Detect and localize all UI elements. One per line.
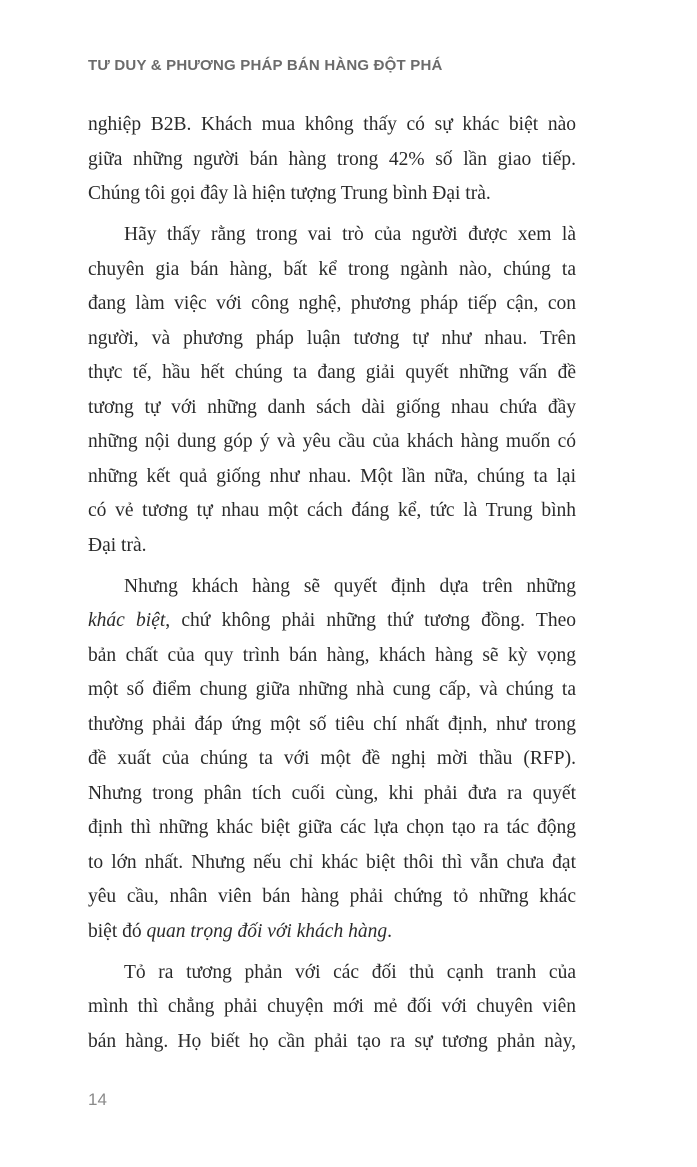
page-number: 14 [88, 1090, 107, 1109]
text-run: một số điểm chung giữa những nhà cung cấp, và chúng ta [88, 679, 576, 700]
body-text [88, 108, 576, 1066]
text-run: bán hàng. Họ biết họ cần phải tạo ra sự tương phản này, [88, 1030, 576, 1052]
text-run: Chúng tôi gọi đây là hiện tượng Trung bình Đại trà. [88, 183, 491, 204]
paragraph [88, 956, 576, 1060]
text-run: người, và phương pháp luận tương tự như nhau. Trên [88, 327, 576, 349]
text-run: biệt đó [88, 920, 147, 942]
text-line [88, 460, 576, 495]
text-line [88, 253, 576, 288]
text-run: đề xuất của chúng ta với một đề nghị mời thầu (RFP). [88, 748, 576, 769]
text-run: những nội dung góp ý và yêu cầu của khách hàng muốn có [88, 431, 576, 452]
text-line [88, 322, 576, 357]
text-line [88, 391, 576, 426]
text-run: tương tự với những danh sách dài giống nhau chứa đầy [88, 396, 576, 418]
text-line [88, 708, 576, 743]
text-line [88, 742, 576, 777]
text-line [88, 990, 576, 1025]
text-line [88, 811, 576, 846]
text-run: Đại trà. [88, 534, 147, 556]
text-line [88, 287, 576, 322]
text-run: nghiệp B2B. Khách mua không thấy có sự khác biệt nào [88, 114, 576, 135]
text-run: thực tế, hầu hết chúng ta đang giải quyết những vấn đề [88, 362, 576, 383]
text-line [88, 570, 576, 605]
text-line [88, 425, 576, 460]
text-line [88, 880, 576, 915]
text-line [88, 604, 576, 639]
italic-text: khác biệt [88, 610, 166, 631]
text-line [88, 673, 576, 708]
text-run: mình thì chẳng phải chuyện mới mẻ đối với chuyên viên [88, 996, 576, 1017]
text-line [88, 639, 576, 674]
paragraph [88, 218, 576, 563]
text-line [88, 915, 576, 950]
text-run: to lớn nhất. Nhưng nếu chỉ khác biệt thôi thì vẫn chưa đạt [88, 851, 576, 873]
text-run: , chứ không phải những thứ tương đồng. Theo [165, 610, 576, 631]
text-run: chuyên gia bán hàng, bất kể trong ngành nào, chúng ta [88, 258, 576, 280]
paragraph [88, 570, 576, 950]
text-run: đang làm việc với công nghệ, phương pháp tiếp cận, con [88, 293, 576, 314]
text-run: Nhưng trong phân tích cuối cùng, khi phải đưa ra quyết [88, 782, 576, 804]
text-run: . [387, 920, 392, 942]
text-line [88, 143, 576, 178]
running-header: TƯ DUY & PHƯƠNG PHÁP BÁN HÀNG ĐỘT PHÁ [88, 57, 443, 74]
text-run: Tỏ ra tương phản với các đối thủ cạnh tranh của [124, 961, 576, 983]
text-line [88, 846, 576, 881]
text-line [88, 177, 576, 212]
text-line [88, 108, 576, 143]
text-run: những kết quả giống như nhau. Một lần nữa, chúng ta lại [88, 465, 576, 487]
text-line [88, 1025, 576, 1060]
text-run: Nhưng khách hàng sẽ quyết định dựa trên những [124, 575, 576, 597]
text-run: giữa những người bán hàng trong 42% số lần giao tiếp. [88, 148, 576, 170]
italic-text: quan trọng đối với khách hàng [146, 920, 388, 942]
text-run: Hãy thấy rằng trong vai trò của người được xem là [124, 224, 576, 245]
text-line [88, 777, 576, 812]
text-line [88, 356, 576, 391]
text-line [88, 218, 576, 253]
text-run: yêu cầu, nhân viên bán hàng phải chứng tỏ những khác [88, 886, 576, 907]
text-run: định thì những khác biệt giữa các lựa chọn tạo ra tác động [88, 817, 576, 838]
text-line [88, 494, 576, 529]
paragraph [88, 108, 576, 212]
text-run: có vẻ tương tự nhau một cách đáng kể, tức là Trung bình [88, 500, 576, 521]
text-line [88, 529, 576, 564]
text-run: bản chất của quy trình bán hàng, khách hàng sẽ kỳ vọng [88, 644, 576, 666]
text-line [88, 956, 576, 991]
text-run: thường phải đáp ứng một số tiêu chí nhất định, như trong [88, 713, 576, 735]
